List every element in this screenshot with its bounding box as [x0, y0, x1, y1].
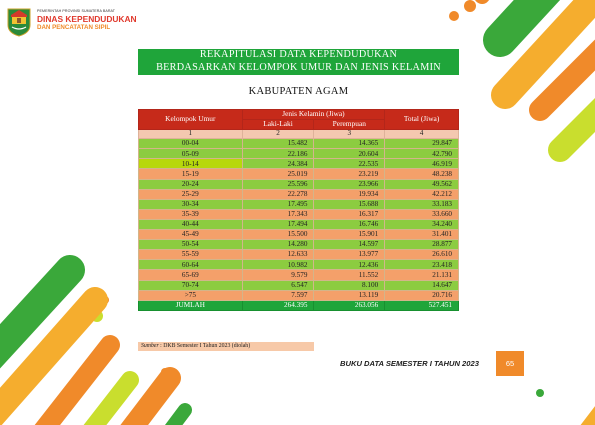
- report-title-line2: BERDASARKAN KELOMPOK UMUR DAN JENIS KELAMIN: [156, 61, 441, 73]
- total-male: 264.395: [242, 300, 314, 310]
- table-row: [139, 179, 459, 189]
- table-row: [139, 240, 459, 250]
- age-cell: 15-19: [139, 169, 243, 179]
- col-number: 3: [314, 130, 385, 139]
- table-row: [139, 290, 459, 300]
- age-cell: 70-74: [139, 280, 243, 290]
- male-cell: 6.547: [242, 280, 314, 290]
- total-cell: 14.647: [385, 280, 459, 290]
- total-cell: 20.716: [385, 290, 459, 300]
- total-cell: 31.401: [385, 230, 459, 240]
- region-title: KABUPATEN AGAM: [248, 86, 349, 97]
- total-cell: 42.790: [385, 149, 459, 159]
- male-cell: 10.982: [242, 260, 314, 270]
- male-cell: 25.019: [242, 169, 314, 179]
- header-female: Perempuan: [314, 120, 385, 130]
- age-cell: 45-49: [139, 230, 243, 240]
- table-row: [139, 250, 459, 260]
- age-cell: 05-09: [139, 149, 243, 159]
- male-cell: 17.494: [242, 219, 314, 229]
- total-cell: 33.183: [385, 199, 459, 209]
- female-cell: 19.934: [314, 189, 385, 199]
- age-cell: 25-29: [139, 189, 243, 199]
- table-row: [139, 209, 459, 219]
- total-cell: 46.919: [385, 159, 459, 169]
- male-cell: 17.343: [242, 209, 314, 219]
- age-cell: 50-54: [139, 240, 243, 250]
- agam-logo: [6, 7, 32, 37]
- female-cell: 16.317: [314, 209, 385, 219]
- source-label: Sumber: [141, 343, 159, 349]
- total-cell: 28.877: [385, 240, 459, 250]
- total-cell: 34.240: [385, 219, 459, 229]
- header-male: Laki-Laki: [242, 120, 314, 130]
- table-row: [139, 159, 459, 169]
- male-cell: 22.186: [242, 149, 314, 159]
- total-cell: 23.418: [385, 260, 459, 270]
- table-row: [139, 260, 459, 270]
- agency-header: [6, 7, 137, 41]
- table-row: [139, 230, 459, 240]
- female-cell: 20.604: [314, 149, 385, 159]
- female-cell: 13.977: [314, 250, 385, 260]
- male-cell: 25.596: [242, 179, 314, 189]
- book-title: BUKU DATA SEMESTER I TAHUN 2023: [340, 359, 479, 368]
- table-row: [139, 199, 459, 209]
- female-cell: 14.365: [314, 139, 385, 149]
- male-cell: 22.278: [242, 189, 314, 199]
- report-title-line1: REKAPITULASI DATA KEPENDUDUKAN: [199, 49, 398, 60]
- female-cell: 13.119: [314, 290, 385, 300]
- table-row: [139, 280, 459, 290]
- male-cell: 14.280: [242, 240, 314, 250]
- table-row: [139, 139, 459, 149]
- col-number: 4: [385, 130, 459, 139]
- female-cell: 11.552: [314, 270, 385, 280]
- female-cell: 23.219: [314, 169, 385, 179]
- age-cell: 00-04: [139, 139, 243, 149]
- female-cell: 16.746: [314, 219, 385, 229]
- male-cell: 12.633: [242, 250, 314, 260]
- total-cell: 26.610: [385, 250, 459, 260]
- province-name: PEMERINTAH PROVINSI SUMATERA BARAT: [37, 9, 116, 13]
- report-title: [138, 49, 459, 75]
- header-total: Total (Jiwa): [385, 110, 459, 130]
- page-number: 65: [496, 351, 524, 376]
- table-row: [139, 149, 459, 159]
- population-table: [138, 109, 459, 311]
- grand-total: 527.451: [385, 300, 459, 310]
- age-cell: 20-24: [139, 179, 243, 189]
- table-row: [139, 270, 459, 280]
- age-cell: 65-69: [139, 270, 243, 280]
- male-cell: 9.579: [242, 270, 314, 280]
- source-text: : DKB Semester I Tahun 2023 (diolah): [160, 343, 251, 349]
- female-cell: 8.100: [314, 280, 385, 290]
- female-cell: 22.535: [314, 159, 385, 169]
- male-cell: 15.500: [242, 230, 314, 240]
- female-cell: 23.966: [314, 179, 385, 189]
- total-cell: 29.847: [385, 139, 459, 149]
- table-row: [139, 189, 459, 199]
- age-cell: 55-59: [139, 250, 243, 260]
- col-number: 2: [242, 130, 314, 139]
- agency-subname: DAN PENCATATAN SIPIL: [37, 24, 111, 31]
- male-cell: 7.597: [242, 290, 314, 300]
- female-cell: 15.901: [314, 230, 385, 240]
- female-cell: 15.688: [314, 199, 385, 209]
- total-row: [139, 300, 459, 310]
- total-label: JUMLAH: [139, 300, 243, 310]
- col-number: 1: [139, 130, 243, 139]
- age-cell: 10-14: [139, 159, 243, 169]
- age-cell: 30-34: [139, 199, 243, 209]
- total-cell: 42.212: [385, 189, 459, 199]
- total-cell: 21.131: [385, 270, 459, 280]
- female-cell: 12.436: [314, 260, 385, 270]
- header-sex: Jenis Kelamin (Jiwa): [242, 110, 385, 120]
- agency-name: DINAS KEPENDUDUKAN: [37, 14, 137, 24]
- total-cell: 33.660: [385, 209, 459, 219]
- total-cell: 49.562: [385, 179, 459, 189]
- age-cell: 60-64: [139, 260, 243, 270]
- age-cell: 40-44: [139, 219, 243, 229]
- age-cell: >75: [139, 290, 243, 300]
- total-female: 263.056: [314, 300, 385, 310]
- source-note: [138, 342, 314, 351]
- male-cell: 15.482: [242, 139, 314, 149]
- age-cell: 35-39: [139, 209, 243, 219]
- table-row: [139, 219, 459, 229]
- female-cell: 14.597: [314, 240, 385, 250]
- male-cell: 17.495: [242, 199, 314, 209]
- column-number-row: [139, 130, 459, 139]
- header-age-group: Kelompok Umur: [139, 110, 243, 130]
- total-cell: 48.238: [385, 169, 459, 179]
- table-row: [139, 169, 459, 179]
- male-cell: 24.384: [242, 159, 314, 169]
